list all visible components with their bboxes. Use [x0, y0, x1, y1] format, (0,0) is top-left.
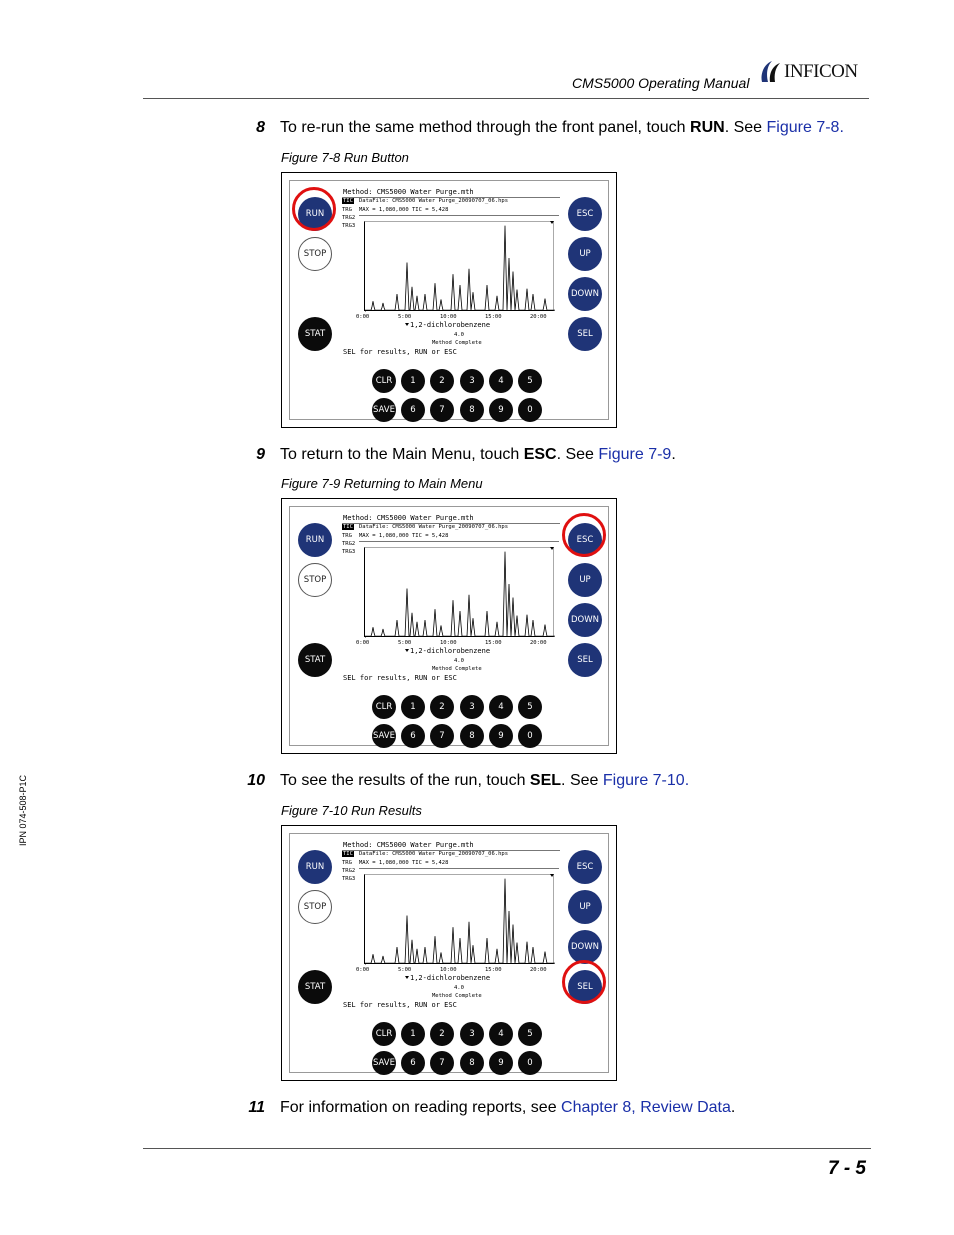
key-8[interactable]: 8 [460, 398, 484, 422]
marker-triangle-icon [550, 874, 554, 877]
touchscreen [289, 180, 609, 420]
key-6[interactable]: 6 [401, 398, 425, 422]
cursor-triangle-icon [405, 323, 409, 326]
x-tick-label: 10:00 [440, 314, 457, 320]
max-line: MAX = 1,080,000 TIC = 5,428 [359, 860, 449, 866]
figure-returning-to-main-menu [281, 498, 617, 754]
stop-button[interactable]: STOP [298, 563, 332, 597]
figure-run-button [281, 172, 617, 428]
compound-value: 4.0 [454, 985, 464, 991]
prompt-line: SEL for results, RUN or ESC [343, 674, 457, 682]
esc-button[interactable]: ESC [568, 523, 602, 557]
run-button[interactable]: RUN [298, 197, 332, 231]
x-tick-label: 15:00 [485, 967, 502, 973]
touchscreen [289, 833, 609, 1073]
compound-name: 1,2-dichlorobenzene [410, 321, 491, 329]
x-tick-label: 10:00 [440, 967, 457, 973]
compound-value: 4.0 [454, 658, 464, 664]
x-tick-label: 0:00 [356, 967, 370, 973]
key-clr[interactable]: CLR [372, 369, 396, 393]
key-7[interactable]: 7 [430, 398, 454, 422]
max-line: MAX = 1,080,000 TIC = 5,428 [359, 207, 449, 213]
key-save[interactable]: SAVE [372, 398, 396, 422]
highlight-ring [292, 187, 336, 231]
key-8[interactable]: 8 [460, 724, 484, 748]
sel-button[interactable]: SEL [568, 970, 602, 1004]
x-tick-label: 0:00 [356, 640, 370, 646]
key-save[interactable]: SAVE [372, 724, 396, 748]
inficon-logo [758, 58, 872, 84]
step-number: 11 [248, 1099, 265, 1116]
step-number: 9 [256, 446, 265, 463]
x-tick-label: 20:00 [530, 640, 547, 646]
figure-run-results [281, 825, 617, 1081]
stat-button[interactable]: STAT [298, 643, 332, 677]
page-number: 7 - 5 [827, 1158, 866, 1179]
figure-caption: Figure 7-10 Run Results [281, 803, 422, 818]
run-status: Method Complete [432, 993, 482, 999]
trace-label[interactable]: TRG3 [342, 223, 356, 229]
key-1[interactable]: 1 [401, 1022, 425, 1046]
key-5[interactable]: 5 [518, 369, 542, 393]
key-6[interactable]: 6 [401, 1051, 425, 1075]
key-9[interactable]: 9 [489, 724, 513, 748]
tic-label[interactable]: TIC [343, 524, 353, 530]
highlight-ring [562, 513, 606, 557]
key-6[interactable]: 6 [401, 724, 425, 748]
inficon-logo-mark-icon [758, 58, 782, 84]
x-tick-label: 15:00 [485, 640, 502, 646]
run-status: Method Complete [432, 340, 482, 346]
trace-label[interactable]: TRG2 [342, 541, 356, 547]
trace-label[interactable]: TRG3 [342, 549, 356, 555]
method-line: Method: CMS5000 Water Purge.mth [343, 841, 474, 849]
cursor-triangle-icon [405, 976, 409, 979]
max-line: MAX = 1,080,000 TIC = 5,428 [359, 533, 449, 539]
plot-area[interactable] [364, 221, 554, 311]
x-tick-label: 20:00 [530, 314, 547, 320]
trace-label[interactable]: TRG3 [342, 876, 356, 882]
key-0[interactable]: 0 [518, 398, 542, 422]
logo-text: INFICON [784, 61, 858, 82]
datafile-line: DataFile: CMS5000 Water Purge_20090707_06.hps [359, 524, 509, 530]
figure-caption: Figure 7-9 Returning to Main Menu [281, 476, 483, 491]
marker-triangle-icon [550, 221, 554, 224]
header-rule [143, 98, 869, 99]
esc-button[interactable]: ESC [568, 850, 602, 884]
esc-button[interactable]: ESC [568, 197, 602, 231]
key-8[interactable]: 8 [460, 1051, 484, 1075]
key-2[interactable]: 2 [430, 695, 454, 719]
tic-label[interactable]: TIC [343, 198, 353, 204]
step-number: 10 [247, 772, 265, 789]
key-save[interactable]: SAVE [372, 1051, 396, 1075]
key-1[interactable]: 1 [401, 369, 425, 393]
trace-label[interactable]: TRG [342, 207, 352, 213]
x-tick-label: 0:00 [356, 314, 370, 320]
plot-area[interactable] [364, 874, 554, 964]
figure-caption: Figure 7-8 Run Button [281, 150, 409, 165]
down-button[interactable]: DOWN [568, 603, 602, 637]
figure-link[interactable]: Figure 7-8 [766, 119, 840, 136]
key-3[interactable]: 3 [460, 1022, 484, 1046]
prompt-line: SEL for results, RUN or ESC [343, 1001, 457, 1009]
method-line: Method: CMS5000 Water Purge.mth [343, 514, 474, 522]
stat-button[interactable]: STAT [298, 317, 332, 351]
sel-button[interactable]: SEL [568, 317, 602, 351]
manual-title: CMS5000 Operating Manual [572, 75, 750, 91]
key-7[interactable]: 7 [430, 724, 454, 748]
step-text: For information on reading reports, see Chapter 8, Review Data. [280, 1099, 736, 1116]
method-line: Method: CMS5000 Water Purge.mth [343, 188, 474, 196]
key-9[interactable]: 9 [489, 398, 513, 422]
key-2[interactable]: 2 [430, 369, 454, 393]
x-tick-label: 20:00 [530, 967, 547, 973]
key-4[interactable]: 4 [489, 695, 513, 719]
trace-label[interactable]: TRG [342, 860, 352, 866]
key-4[interactable]: 4 [489, 369, 513, 393]
trace-label[interactable]: TRG2 [342, 868, 356, 874]
prompt-line: SEL for results, RUN or ESC [343, 348, 457, 356]
step-number: 8 [256, 119, 265, 136]
step-text: To re-run the same method through the front panel, touch RUN. See Figure 7-8. [280, 119, 844, 136]
datafile-line: DataFile: CMS5000 Water Purge_20090707_06.hps [359, 198, 509, 204]
trace-label[interactable]: TRG [342, 533, 352, 539]
footer-rule [143, 1148, 871, 1149]
chromatogram-plot [365, 548, 555, 638]
document-code: IPN 074-508-P1C [18, 774, 28, 846]
key-1[interactable]: 1 [401, 695, 425, 719]
down-button[interactable]: DOWN [568, 930, 602, 964]
tic-label[interactable]: TIC [343, 851, 353, 857]
divider [359, 215, 559, 216]
stop-button[interactable]: STOP [298, 890, 332, 924]
up-button[interactable]: UP [568, 237, 602, 271]
marker-triangle-icon [550, 547, 554, 550]
stat-button[interactable]: STAT [298, 970, 332, 1004]
run-button[interactable]: RUN [298, 523, 332, 557]
step-text: To see the results of the run, touch SEL. See Figure 7-10. [280, 772, 690, 789]
key-3[interactable]: 3 [460, 695, 484, 719]
key-5[interactable]: 5 [518, 695, 542, 719]
datafile-line: DataFile: CMS5000 Water Purge_20090707_06.hps [359, 851, 509, 857]
divider [359, 541, 559, 542]
plot-area[interactable] [364, 547, 554, 637]
chapter-link[interactable]: Chapter 8, Review Data [561, 1099, 731, 1116]
divider [359, 868, 559, 869]
compound-value: 4.0 [454, 332, 464, 338]
x-tick-label: 5:00 [398, 314, 412, 320]
run-button[interactable]: RUN [298, 850, 332, 884]
key-7[interactable]: 7 [430, 1051, 454, 1075]
highlight-ring [562, 960, 606, 1004]
compound-name: 1,2-dichlorobenzene [410, 974, 491, 982]
key-0[interactable]: 0 [518, 1051, 542, 1075]
run-status: Method Complete [432, 666, 482, 672]
up-button[interactable]: UP [568, 563, 602, 597]
key-clr[interactable]: CLR [372, 1022, 396, 1046]
key-0[interactable]: 0 [518, 724, 542, 748]
down-button[interactable]: DOWN [568, 277, 602, 311]
figure-link[interactable]: Figure 7-10 [602, 772, 685, 789]
step-text: To return to the Main Menu, touch ESC. See Figure 7-9. [280, 446, 676, 463]
chromatogram-plot [365, 875, 555, 965]
key-5[interactable]: 5 [518, 1022, 542, 1046]
x-tick-label: 5:00 [398, 640, 412, 646]
key-clr[interactable]: CLR [372, 695, 396, 719]
sel-button[interactable]: SEL [568, 643, 602, 677]
key-2[interactable]: 2 [430, 1022, 454, 1046]
stop-button[interactable]: STOP [298, 237, 332, 271]
key-4[interactable]: 4 [489, 1022, 513, 1046]
compound-name: 1,2-dichlorobenzene [410, 647, 491, 655]
key-3[interactable]: 3 [460, 369, 484, 393]
up-button[interactable]: UP [568, 890, 602, 924]
touchscreen [289, 506, 609, 746]
x-tick-label: 15:00 [485, 314, 502, 320]
cursor-triangle-icon [405, 649, 409, 652]
chromatogram-plot [365, 222, 555, 312]
x-tick-label: 10:00 [440, 640, 457, 646]
x-tick-label: 5:00 [398, 967, 412, 973]
trace-label[interactable]: TRG2 [342, 215, 356, 221]
key-9[interactable]: 9 [489, 1051, 513, 1075]
figure-link[interactable]: Figure 7-9 [598, 446, 672, 463]
